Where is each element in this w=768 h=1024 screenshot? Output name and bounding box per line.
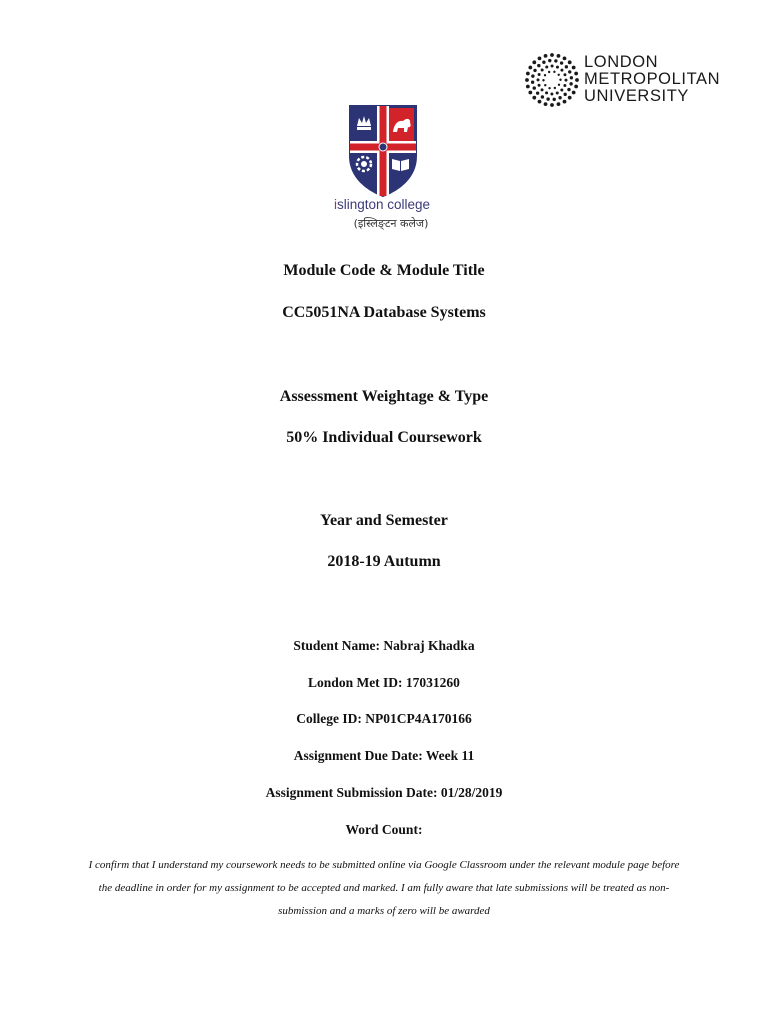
emblem-dot [560, 88, 563, 91]
emblem-dot [542, 79, 544, 81]
emblem-dot [567, 88, 570, 91]
london-met-dots-emblem [524, 52, 580, 108]
emblem-dot [536, 91, 539, 94]
emblem-dot [575, 78, 579, 82]
emblem-dot [526, 85, 530, 89]
emblem-dot [563, 73, 566, 76]
emblem-dot [548, 87, 550, 89]
london-met-wordmark [584, 54, 720, 105]
emblem-dot [542, 61, 545, 64]
islington-college-logo [330, 104, 450, 234]
emblem-dot [525, 78, 529, 82]
emblem-dot [548, 59, 551, 62]
declaration-text: I confirm that I understand my coursework needs to be submitted online via Google Classroom under the relevant module page before the deadline in order for my assignment to be accepted and marked. I am fully aware that late submissions will be treated as non-submission and a marks of zero will be awarded [88, 859, 680, 917]
emblem-dot [558, 84, 560, 86]
assessment-value: 50% Individual Coursework [286, 429, 482, 446]
college-name-prefix: i [334, 197, 337, 212]
emblem-dot [565, 65, 568, 68]
emblem-dot [537, 78, 540, 81]
emblem-dot [544, 54, 548, 58]
emblem-dot [572, 66, 576, 70]
emblem-dot [546, 97, 549, 100]
emblem-dot [532, 60, 536, 64]
emblem-dot [541, 69, 544, 72]
emblem-dot [541, 95, 544, 98]
college-id: College ID: NP01CP4A170166 [296, 711, 472, 726]
assessment-heading: Assessment Weightage & Type [279, 388, 489, 405]
emblem-dot [544, 84, 546, 86]
islington-college-nepali-name: (इस्लिङ्टन कलेज) [353, 217, 429, 230]
emblem-dot [538, 84, 541, 87]
assignment-due-date: Assignment Due Date: Week 11 [293, 748, 475, 763]
emblem-dot [568, 96, 572, 100]
emblem-dot [548, 71, 550, 73]
emblem-dot [563, 84, 566, 87]
college-shield-emblem [348, 104, 418, 198]
emblem-dot [544, 74, 546, 76]
emblem-dot [533, 86, 536, 89]
emblem-dot [554, 59, 557, 62]
emblem-dot [545, 66, 548, 69]
emblem-dot [556, 66, 559, 69]
emblem-dot [528, 66, 532, 70]
emblem-dot [572, 91, 576, 95]
emblem-dot [559, 79, 561, 81]
emblem-dot [541, 88, 544, 91]
emblem-dot [569, 82, 572, 85]
year-heading: Year and Semester [320, 512, 448, 529]
emblem-dot [531, 81, 534, 84]
emblem-dot [526, 72, 530, 76]
emblem-dot [532, 96, 536, 100]
london-met-logo [524, 52, 744, 112]
word-count: Word Count: [345, 822, 423, 837]
emblem-dot [537, 64, 540, 67]
emblem-dot [574, 72, 578, 76]
year-value: 2018-19 Autumn [327, 553, 441, 570]
london-met-line-1: LONDON [584, 53, 659, 71]
emblem-dot [563, 100, 567, 104]
emblem-dot [563, 56, 567, 60]
london-met-line-3: UNIVERSITY [584, 87, 690, 105]
emblem-dot [550, 103, 554, 107]
islington-college-name [334, 197, 452, 212]
emblem-dot [557, 54, 561, 58]
london-met-id: London Met ID: 17031260 [308, 675, 460, 690]
emblem-dot [568, 70, 571, 73]
emblem-dot [553, 98, 556, 101]
emblem-dot [545, 91, 548, 94]
emblem-dot [538, 73, 541, 76]
emblem-dot [554, 87, 556, 89]
emblem-dot [553, 71, 555, 73]
emblem-dot [565, 79, 568, 82]
emblem-dot [531, 74, 534, 77]
emblem-dot [558, 74, 560, 76]
emblem-dot [538, 56, 542, 60]
emblem-dot [550, 53, 554, 57]
student-name: Student Name: Nabraj Khadka [293, 638, 475, 653]
emblem-dot [560, 61, 563, 64]
emblem-dot [570, 76, 573, 79]
emblem-dot [557, 102, 561, 106]
emblem-dot [560, 69, 563, 72]
emblem-dot [558, 96, 561, 99]
emblem-dot [568, 60, 572, 64]
emblem-dot [533, 69, 536, 72]
emblem-dot [550, 93, 553, 96]
emblem-dot [528, 91, 532, 95]
module-value: CC5051NA Database Systems [282, 304, 486, 321]
emblem-dot [538, 100, 542, 104]
college-name-rest: slington college [337, 197, 431, 212]
module-heading: Module Code & Module Title [283, 262, 485, 279]
assignment-submission-date: Assignment Submission Date: 01/28/2019 [265, 785, 503, 800]
emblem-dot [556, 91, 559, 94]
london-met-line-2: METROPOLITAN [584, 70, 721, 88]
emblem-dot [551, 65, 554, 68]
emblem-dot [544, 102, 548, 106]
emblem-dot [574, 85, 578, 89]
emblem-dot [563, 93, 566, 96]
